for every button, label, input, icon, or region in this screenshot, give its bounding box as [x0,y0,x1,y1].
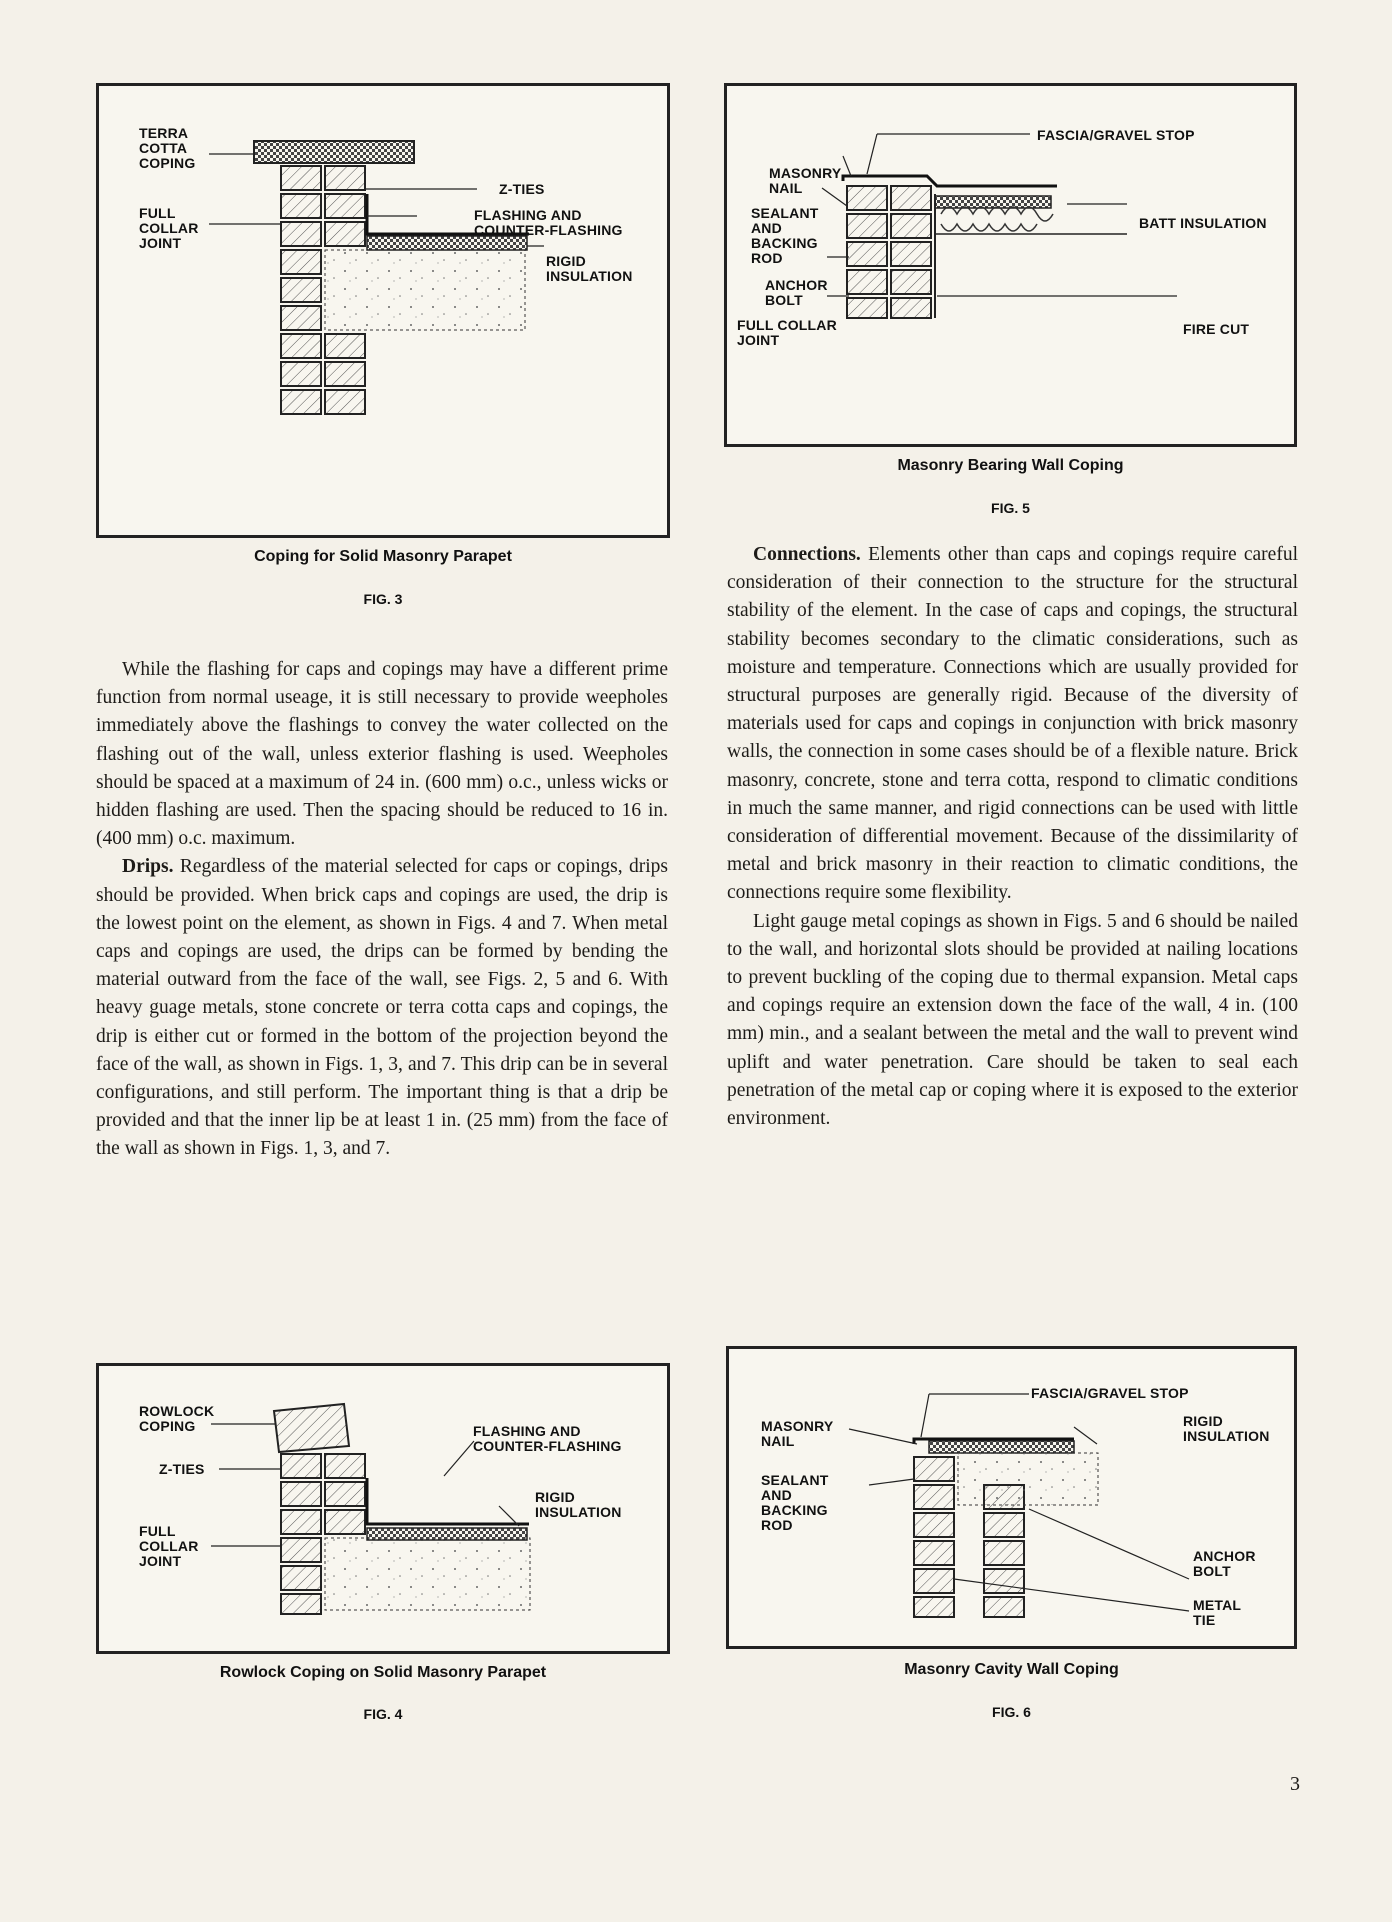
paragraph-light-gauge: Light gauge metal copings as shown in Figs. 5 and 6 should be nailed to the wall, and horizontal slots should be provided at nailing locations to prevent buckling of the coping due to thermal expansion. Metal caps and copings require an extension down the face of the wall, 4 in. (100 mm) min., and a sealant between the metal and the wall to prevent wind uplift and water penetration. Care should be taken to seal each penetration of the metal cap or coping where it is exposed to the exterior environment. [727,910,1298,1130]
paragraph-weepholes: While the flashing for caps and copings may have a different prime function from normal useage, it is still necessary to provide weepholes immediately above the flashings to convey the water collected on the flashing out of the wall, unless exterior flashing is used. Weepholes should be spaced at a maximum of 24 in. (600 mm) o.c., unless wicks or hidden flashing are used. Then the spacing should be reduced to 16 in. (400 mm) o.c. maximum. [96,659,668,850]
fig5-number: FIG. 5 [991,500,1030,516]
right-text-column [727,541,1298,1133]
fig5-label-anchor: ANCHOR BOLT [765,277,828,308]
fig3-number: FIG. 3 [363,591,403,607]
fig3-label-flashing: FLASHING AND COUNTER-FLASHING [474,207,623,238]
fig4-label-collar: FULL COLLAR JOINT [139,1523,199,1569]
fig6-label-anchor: ANCHOR BOLT [1193,1548,1256,1579]
fig5-label-firecut: FIRE CUT [1183,321,1250,337]
fig5-label-collar: FULL COLLAR JOINT [737,317,837,348]
fig3-label-ties: Z-TIES [499,181,545,197]
paragraph-connections-text: Elements other than caps and copings require careful consideration of their connection to the structure for the structural stability of the element. In the case of caps and copings, the structural stability becomes secondary to the climatic considerations, such as moisture and temperature. Connections which are usually provided for structural purposes are generally rigid. Because of the diversity of materials used for caps and copings in conjunction with brick masonry walls, the connection in some cases should be of a flexible nature. Brick masonry, concrete, stone and terra cotta, respond to climatic conditions in much the same manner, and rigid connections can be used with little consideration of differential movement. Because of the dissimilarity of metal and brick masonry in their reaction to climatic conditions, the connections require some flexibility. [727,544,1298,904]
figure-5 [724,83,1297,447]
fig5-label-batt: BATT INSULATION [1139,215,1267,231]
paragraph-drips-text: Regardless of the material selected for caps or copings, drips should be provided. When brick caps and copings are used, the drip is the lowest point on the element, as shown in Figs. 4 and 7. When metal caps and copings are used, the drips can be formed by bending the material outward from the face of the wall, see Figs. 2, 5 and 6. With heavy guage metals, stone concrete or terra cotta caps and copings, the drip is either cut or formed in the bottom of the projection beyond the face of the wall, as shown in Figs. 1, 3, and 7. This drip can be in several configurations, and still perform. The important thing is that a drip be provided and that the inner lip be at least 1 in. (25 mm) from the face of the wall as shown in Figs. 1, 3, and 7. [96,856,668,1160]
figure-6 [726,1346,1297,1649]
fig3-caption: Coping for Solid Masonry Parapet [254,548,512,565]
heading-drips: Drips. [122,856,174,878]
fig6-label-sealant: SEALANT AND BACKING ROD [761,1472,829,1533]
fig6-label-fascia: FASCIA/GRAVEL STOP [1031,1385,1189,1401]
fig5-label-nail: MASONRY NAIL [769,165,842,196]
page-number: 3 [1290,1773,1300,1795]
fig4-label-ties: Z-TIES [159,1461,205,1477]
heading-connections: Connections. [753,544,861,565]
fig6-label-tie: METAL TIE [1193,1597,1242,1628]
paragraph-drips [96,853,668,1163]
fig6-number: FIG. 6 [992,1704,1031,1720]
fig6-label-nail: MASONRY NAIL [761,1418,834,1449]
fig6-caption: Masonry Cavity Wall Coping [904,1661,1119,1678]
fig5-caption: Masonry Bearing Wall Coping [897,457,1124,474]
fig5-label-fascia: FASCIA/GRAVEL STOP [1037,127,1195,143]
fig5-label-sealant: SEALANT AND BACKING ROD [751,205,819,266]
fig3-label-insulation: RIGID INSULATION [546,253,633,284]
fig4-label-rowlock: ROWLOCK COPING [139,1403,215,1434]
fig3-label-collar: FULL COLLAR JOINT [139,205,199,251]
fig3-label-coping: TERRA COTTA COPING [139,125,196,171]
fig4-label-flashing: FLASHING AND COUNTER-FLASHING [473,1423,622,1454]
fig4-label-insulation: RIGID INSULATION [535,1489,622,1520]
figure-3 [96,83,670,538]
fig6-label-insulation: RIGID INSULATION [1183,1413,1270,1444]
fig4-caption: Rowlock Coping on Solid Masonry Parapet [219,1664,547,1681]
left-text-column [96,656,668,1164]
paragraph-connections [727,541,1298,908]
fig4-number: FIG. 4 [363,1706,403,1722]
figure-4 [96,1363,670,1654]
